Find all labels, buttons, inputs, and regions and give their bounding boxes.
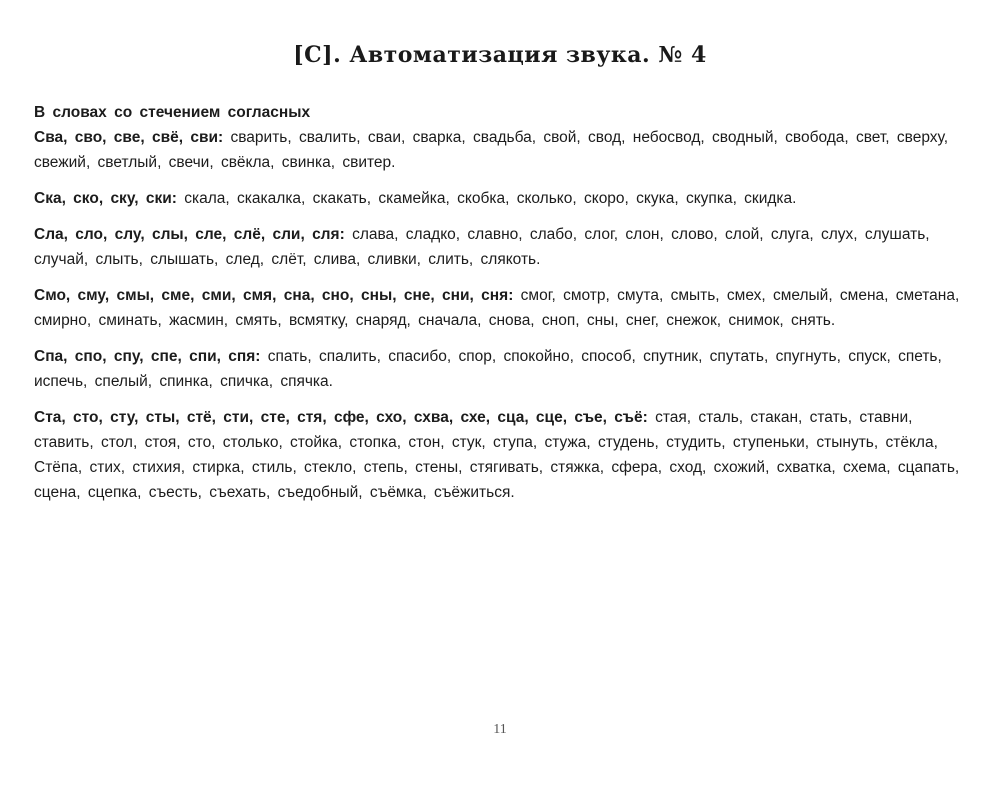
- word-group-spa: [34, 344, 969, 394]
- syllable-header: Сла, сло, слу, слы, сле, слё, сли, сля:: [34, 226, 345, 243]
- word-list: слава, сладко, славно, слабо, слог, слон, слово, слой, слуга, слух, слушать, случай, слыть, слышать, след, слёт, слива, сливки, слить, слякоть.: [34, 226, 930, 268]
- syllable-header: Сва, сво, све, свё, сви:: [34, 129, 224, 146]
- syllable-header: Спа, спо, спу, спе, спи, спя:: [34, 348, 261, 365]
- word-group-sta: [34, 405, 969, 505]
- exercise-content: [34, 100, 969, 516]
- page-number: 11: [493, 722, 507, 737]
- word-list: смог, смотр, смута, смыть, смех, смелый, смена, сметана, смирно, сминать, жасмин, смять, всмятку, снаряд, сначала, снова, сноп, сны, снег, снежок, снимок, снять.: [34, 287, 960, 329]
- syllable-header: Ска, ско, ску, ски:: [34, 190, 177, 207]
- word-list: скала, скакалка, скакать, скамейка, скобка, сколько, скоро, скука, скупка, скидка.: [184, 190, 797, 207]
- word-group-sva: [34, 125, 969, 175]
- syllable-header: Смо, сму, смы, сме, сми, смя, сна, сно, сны, сне, сни, сня:: [34, 287, 514, 304]
- section-subtitle: В словах со стечением согласных: [34, 104, 311, 121]
- word-list: спать, спалить, спасибо, спор, спокойно, способ, спутник, спутать, спугнуть, спуск, спеть, испечь, спелый, спинка, спичка, спячка.: [34, 348, 942, 390]
- word-group-sla: [34, 222, 969, 272]
- page-title: [С]. Автоматизация звука. № 4: [293, 42, 707, 68]
- word-group-smo: [34, 283, 969, 333]
- word-list: сварить, свалить, сваи, сварка, свадьба, свой, свод, небосвод, сводный, свобода, свет, сверху, свежий, светлый, свечи, свёкла, свинка, свитер.: [34, 129, 949, 171]
- word-group-ska: [34, 186, 969, 211]
- word-list: стая, сталь, стакан, стать, ставни, ставить, стол, стоя, сто, столько, стойка, стопка, стон, стук, ступа, стужа, студень, студить, ступеньки, стынуть, стёкла, Стёпа, стих, стихия, стирка, стиль, стекло, степь, стены, стягивать, стяжка, сфера, сход, схожий, схватка, схема, сцапать, сцена, сцепка, съесть, съехать, съедобный, съёмка, съёжиться.: [34, 409, 960, 501]
- syllable-header: Ста, сто, сту, сты, стё, сти, сте, стя, сфе, схо, схва, схе, сца, сце, съе, съё:: [34, 409, 648, 426]
